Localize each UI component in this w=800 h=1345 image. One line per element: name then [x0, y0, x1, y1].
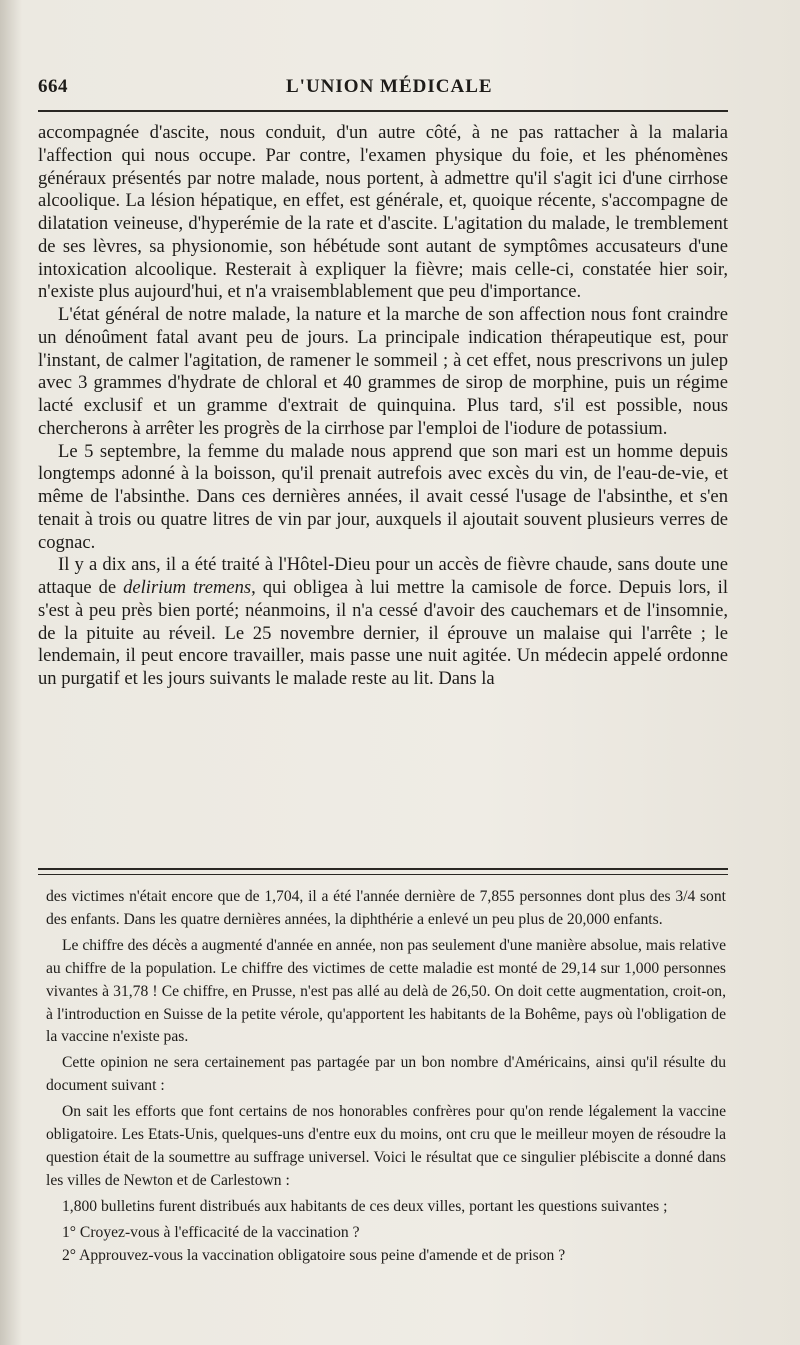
main-text-run: , qui obligea à lui mettre la camisole de force. Depuis lors, il s'est à peu près bien porté; néanmoins, il n'a cessé d'avoir des cauchemars et de l'insomnie, de la pituite au réveil. Le 25 novembre dernier, il éprouve un malaise qui l'arrête ; le lendemain, il peut encore travailler, mais passe une nuit agitée. Un médecin appelé ordonne un purgatif et les jours suivants le malade reste au lit. Dans la — [38, 577, 729, 689]
footnote-question: 1° Croyez-vous à l'efficacité de la vaccination ? — [62, 1223, 360, 1241]
page-number: 664 — [38, 76, 68, 97]
footnote-rule — [38, 874, 728, 875]
main-paragraph: L'état général de notre malade, la nature et la marche de son affection nous font craindre un dénoûment fatal avant peu de jours. La principale indication thérapeutique est, pour l'instant, de calmer l'agitation, de ramener le sommeil ; à cet effet, nous prescrivons un julep avec 3 grammes d'hydrate de chloral et 40 grammes de sirop de morphine, puis un régime lacté exclusif et un gramme d'extrait de quinquina. Plus tard, s'il est possible, nous chercherons à arrêter les progrès de la cirrhose par l'emploi de l'iodure de potassium. — [38, 304, 728, 439]
main-paragraph: accompagnée d'ascite, nous conduit, d'un autre côté, à ne pas rattacher à la malaria l'affection qui nous occupe. Par contre, l'examen physique du foie, et les phénomènes généraux présentés par notre malade, nous portent, à admettre qu'il s'agit ici d'une cirrhose alcoolique. La lésion hépatique, en effet, est générale, et, quoique récente, s'accompagne de dilatation veineuse, d'hyperémie de la rate et d'ascite. L'agitation du malade, le tremblement de ses lèvres, sa physionomie, son hébétude sont autant de symptômes accusateurs d'une intoxication alcoolique. Resterait à expliquer la fièvre; mais celle-ci, constatée hier soir, n'existe plus aujourd'hui, et n'a vraisemblablement que peu d'importance. — [38, 122, 728, 303]
running-title: L'UNION MÉDICALE — [286, 76, 493, 97]
main-text — [38, 122, 728, 691]
main-paragraph: Le 5 septembre, la femme du malade nous apprend que son mari est un homme depuis longtemps adonné à la boisson, qu'il prenait autrefois avec excès du vin, de l'eau-de-vie, et même de l'absinthe. Dans ces dernières années, il avait cessé l'usage de l'absinthe, et s'en tenait à trois ou quatre litres de vin par jour, auxquels il ajoutait souvent plusieurs verres de cognac. — [38, 440, 728, 553]
main-paragraph — [38, 554, 728, 691]
footnote-paragraph: Le chiffre des décès a augmenté d'année en année, non pas seulement d'une manière absolue, mais relative au chiffre de la population. Le chiffre des victimes de cette maladie est monté de 29,14 sur 1,000 personnes vivantes à 31,78 ! Ce chiffre, en Prusse, n'est pas allé au delà de 26,50. On doit cette augmentation, croit-on, à l'introduction en Suisse de la petite vérole, qu'apportent les habitants de la Bohême, pays où l'obligation de la vaccine n'existe pas. — [46, 936, 726, 1046]
footnote-rule — [38, 868, 728, 870]
page-header — [38, 76, 728, 104]
italic-term: delirium tremens — [123, 577, 252, 598]
footnotes — [46, 886, 726, 1268]
footnote-paragraph: des victimes n'était encore que de 1,704, il a été l'année dernière de 7,855 personnes dont plus des 3/4 sont des enfants. Dans les quatre dernières années, la diphthérie a enlevé un peu plus de 20,000 enfants. — [46, 888, 726, 928]
header-rule — [38, 110, 728, 112]
footnote-paragraph: 1,800 bulletins furent distribués aux habitants de ces deux villes, portant les questions suivantes ; — [62, 1197, 668, 1215]
footnote-paragraph: On sait les efforts que font certains de nos honorables confrères pour qu'on rende légalement la vaccine obligatoire. Les Etats-Unis, quelques-uns d'entre eux du moins, ont cru que le meilleur moyen de résoudre la question était de la soumettre au suffrage universel. Voici le résultat que ce singulier plébiscite a donné dans les villes de Newton et de Carlestown : — [46, 1103, 726, 1189]
footnote-paragraph: Cette opinion ne sera certainement pas partagée par un bon nombre d'Américains, ainsi qu'il résulte du document suivant : — [46, 1054, 726, 1095]
footnote-question: 2° Approuvez-vous la vaccination obligatoire sous peine d'amende et de prison ? — [62, 1246, 566, 1264]
main-text-run: Il y a dix ans, il a été traité à l'Hôtel-Dieu pour un accès de fièvre chaude, sans doute une attaque de — [38, 554, 728, 598]
